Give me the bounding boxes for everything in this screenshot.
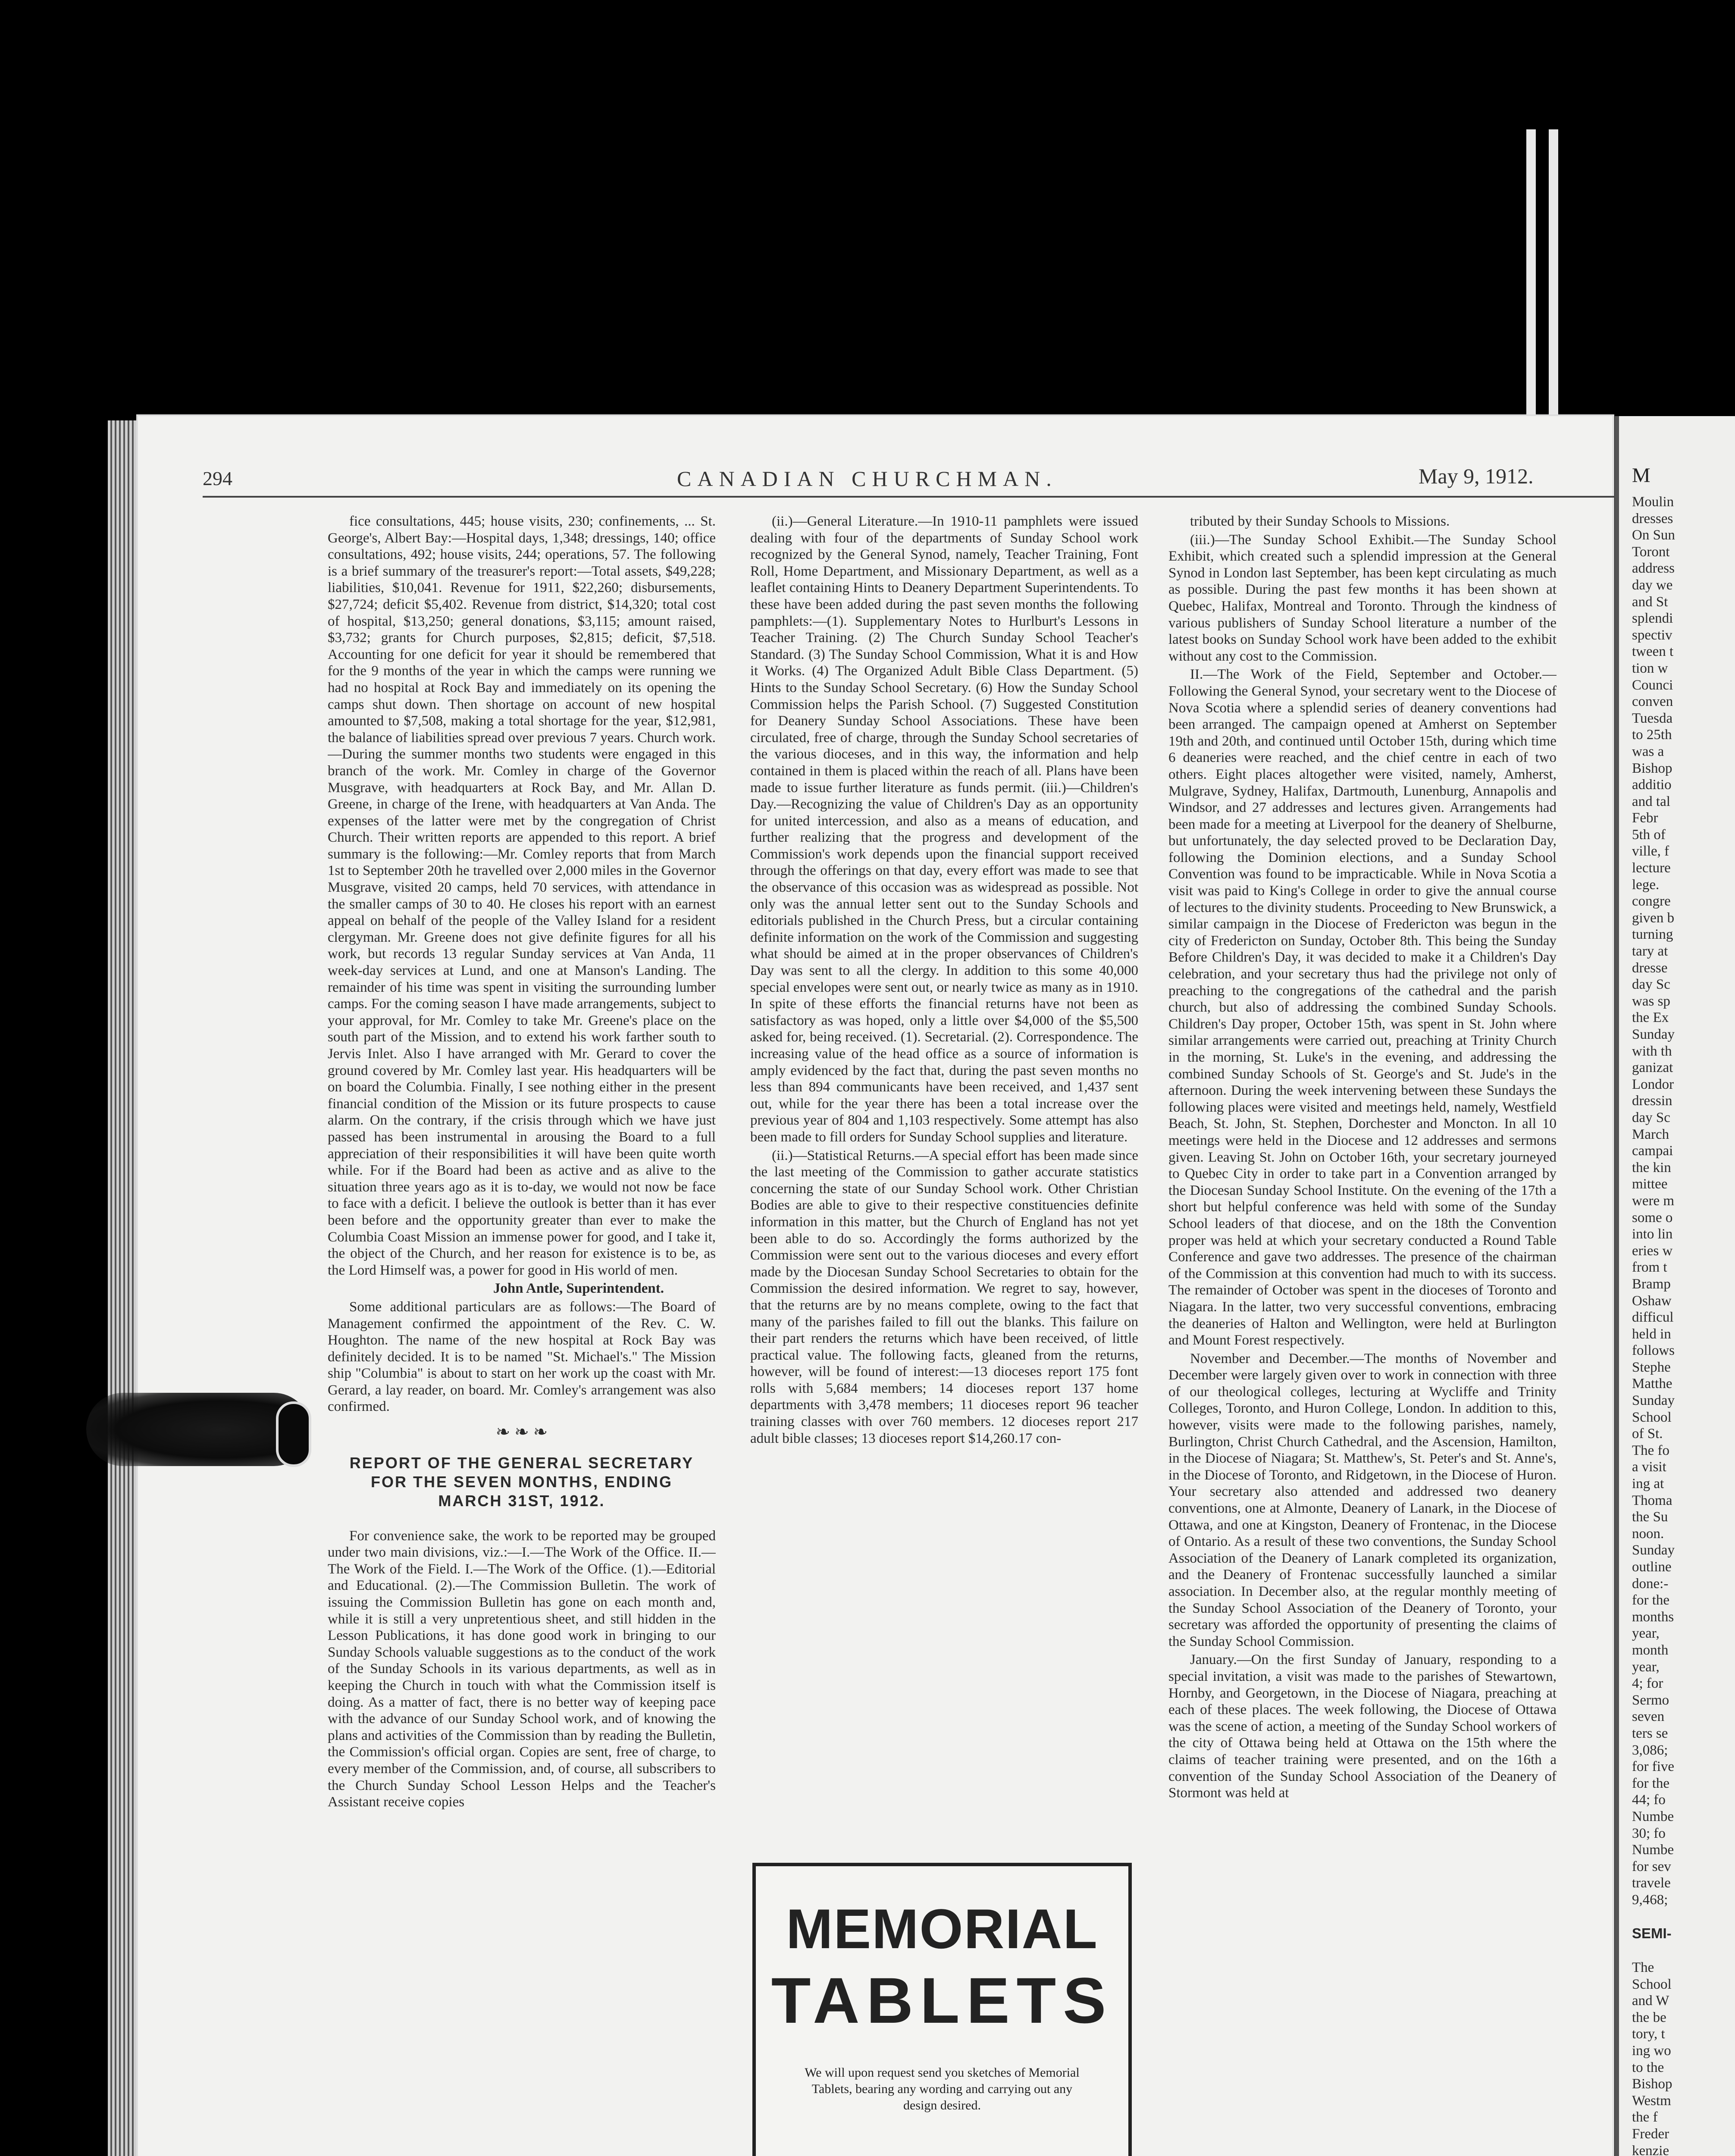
facing-page-line: Tuesda [1632,710,1673,726]
facing-page-line: a visit [1632,1459,1666,1475]
facing-page-line: Numbe [1632,1808,1674,1824]
facing-page-line: The [1632,1960,1654,1976]
facing-page-line: the kin [1632,1159,1671,1175]
facing-page-line: Sermo [1632,1692,1669,1708]
header-rule [203,496,1617,498]
facing-page-line: and tal [1632,793,1670,809]
facing-page-line: Sunday [1632,1393,1675,1409]
column-text-block [750,513,1138,1815]
facing-page-line: for five [1632,1759,1675,1775]
body-paragraph: November and December.—The months of November and December were largely given over to work in connection with three of our theological colleges, lecturing at Wycliffe and Trinity Colleges, Toronto, and Huron College, London. In addition to this, however, visits were made to the following parishes, namely, Burlington, Christ Church Cathedral, and the Ascension, Hamilton, in the Diocese of Niagara; St. Matthew's, St. Peter's and St. Anne's, in the Diocese of Toronto, and Ridgetown, in the Diocese of Huron. Your secretary also attended and addressed two deanery conventions, one at Almonte, Deanery of Lanark, in the Diocese of Ottawa, and one at Kingston, Deanery of Frontenac, in the Diocese of Ontario. As a result of these two conventions, the Sunday School Association of the Deanery of Lanark completed its organization, and the Deanery of Frontenac successfully launched a similar association. In December also, at the regular monthly meeting of the Sunday School Association of the Deanery of Toronto, your secretary was afforded the opportunity of presenting the claims of the Sunday School Commission. [1168,1351,1556,1649]
facing-page-line: and W [1632,1993,1669,2009]
facing-page-line: dresse [1632,960,1668,976]
facing-page-line: outline [1632,1559,1672,1575]
ad-title-line2: TABLETS [771,1964,1113,2037]
facing-page-line: months [1632,1609,1674,1625]
facing-page-line: ville, f [1632,843,1669,859]
facing-page-line: ters se [1632,1725,1668,1741]
facing-page-line: seven [1632,1709,1665,1725]
facing-page-line: Counci [1632,677,1673,693]
facing-page-line: On Sun [1632,527,1675,543]
facing-page-line: day Sc [1632,1109,1670,1125]
article-column-3 [1168,513,1556,2156]
facing-page-line: congre [1632,893,1671,909]
facing-page-line: difficul [1632,1310,1674,1326]
body-paragraph: (ii.)—General Literature.—In 1910-11 pamphlets were issued dealing with four of the departments of Sunday School work recognized by the General Synod, namely, Teacher Training, Font Roll, Home Department, and Missionary Department, as well as a leaflet containing Hints to Deanery Department Superintendents. To these have been added during the past seven months the following pamphlets:—(1). Supplementary Notes to Hurlburt's Lessons in Teacher Training. (2) The Church Sunday School Teacher's Standard. (3) The Sunday School Commission, What it is and How it Works. (4) The Organized Adult Bible Class Department. (5) Hints to the Sunday School Secretary. (6) How the Sunday School Commission helps the Parish School. (7) Suggested Constitution for Deanery Sunday School Associations. These have been circulated, free of charge, through the Sunday School secretaries of the various dioceses, and in this way, the information and help contained in them is placed within the reach of all. Plans have been made to issue further literature as funds permit. (iii.)—Children's Day.—Recognizing the value of Children's Day as an opportunity for united intercession, and also as a means of education, and further realizing that the progress and development of the Commission's work depends upon the financial support received through the offerings on that day, every effort was made to see that the observance of this occasion was as widespread as possible. Not only was the annual letter sent out to the Sunday Schools and editorials published in the Church Press, but a circular containing definite information on the work of the Commission and suggesting what should be aimed at in the proper observances of Children's Day was sent to all the clergy. In addition to this some 40,000 special envelopes were sent out, or nearly twice as many as in 1910. In spite of these efforts the financial returns have not been as satisfactory as was hoped, only a little over $4,000 of the $5,500 asked for, being received. (1). Secretarial. (2). Correspondence. The increasing value of the head office as a source of information is amply evidenced by the fact that, during the past seven months no less than 894 communicants have been received, and 1,437 sent out, while for the year there has been a total increase over the previous year of 804 and 1,103 respectively. Some attempt has also been made to fill orders for Sunday School supplies and literature. [750,514,1138,1145]
facing-page-lines [1632,1959,1735,2156]
facing-page-line: Freder [1632,2126,1669,2142]
facing-page-line: splendi [1632,611,1673,627]
facing-page-line: day Sc [1632,977,1670,993]
facing-page-line: for sev [1632,1858,1671,1874]
facing-page-line: spectiv [1632,627,1672,643]
facing-page-line: 5th of [1632,827,1666,843]
facing-page-line: Matthe [1632,1376,1672,1392]
facing-page-line: were m [1632,1193,1675,1209]
facing-page-line: campai [1632,1143,1673,1159]
report-heading: REPORT OF THE GENERAL SECRETARY FOR THE SEVEN MONTHS, ENDING MARCH 31ST, 1912. [349,1454,694,1510]
facing-page-line: the f [1632,2109,1658,2125]
facing-page-line: Londor [1632,1076,1674,1092]
facing-page-line: day we [1632,577,1673,593]
facing-page-line: with th [1632,1043,1672,1059]
publication-title: CANADIAN CHURCHMAN. [677,467,1058,491]
facing-page-line: month [1632,1642,1669,1658]
facing-page-line: of St. [1632,1426,1663,1442]
memorial-tablets-advertisement [752,1863,1132,2156]
facing-page-line: Oshaw [1632,1293,1672,1309]
facing-page-line: was sp [1632,993,1670,1009]
facing-page-line: travele [1632,1875,1671,1891]
facing-page-line: ganizat [1632,1060,1673,1076]
facing-page-line: from t [1632,1260,1667,1275]
facing-page-line: Febr [1632,810,1658,826]
page-number: 294 [203,467,232,489]
article-column-1 [328,513,716,2156]
facing-page-line: and St [1632,594,1668,610]
stacked-page-edges [108,420,142,2156]
facing-page-line: Toront [1632,544,1670,560]
facing-page-fragment [1615,416,1735,2156]
facing-page-line: ing at [1632,1476,1664,1492]
facing-page-line: School [1632,1409,1672,1425]
facing-page-line: the Su [1632,1509,1668,1525]
facing-page-line: tary at [1632,943,1668,959]
body-paragraph: tributed by their Sunday Schools to Missions. [1190,514,1450,529]
facing-page-line: 9,468; [1632,1892,1668,1908]
facing-page-line: noon. [1632,1526,1664,1542]
facing-page-line: 44; fo [1632,1792,1666,1808]
facing-page-line: lecture [1632,860,1671,876]
facing-page-line: 30; fo [1632,1825,1666,1841]
facing-page-text [1632,494,1735,2156]
body-paragraph: Some additional particulars are as follows:—The Board of Management confirmed the appointment of the Rev. C. W. Houghton. The name of the new hospital at Rock Bay was definitely decided. It is to be named "St. Michael's." The Mission ship "Columbia" is about to start on her work up the coast with Mr. Gerard, a lay reader, on board. Mr. Comley's arrangement was also confirmed. [328,1299,716,1415]
body-paragraph: January.—On the first Sunday of January, responding to a special invitation, a visit was made to the parishes of Stewartown, Hornby, and Georgetown, in the Diocese of Niagara, preaching at each of these places. The week following, the Diocese of Ottawa was the scene of action, a meeting of the Sunday School workers of the city of Ottawa being held at Ottawa on the 15th where the claims of teacher training were presented, and on the 16th a convention of the Sunday School Association of the Deanery of Stormont was held at [1168,1652,1556,1801]
facing-page-line: 3,086; [1632,1742,1668,1758]
ad-body-text: We will upon request send you sketches of Memorial Tablets, bearing any wording and carrying out any design desired. [805,2065,1080,2112]
facing-page-line: Sunday [1632,1027,1675,1042]
facing-page-line: Bramp [1632,1276,1671,1292]
facing-page-subheading: SEMI- [1632,1925,1672,1942]
facing-page-line: dressin [1632,1093,1672,1109]
facing-page-line: tion w [1632,660,1668,676]
facing-page-line: Westm [1632,2093,1671,2109]
facing-page-line: to 25th [1632,727,1672,743]
facing-page-line: eries w [1632,1243,1673,1259]
facing-page-line: March [1632,1126,1669,1142]
facing-page-line: Thoma [1632,1492,1672,1508]
facing-page-line: 4; for [1632,1676,1663,1692]
facing-page-line: mittee [1632,1176,1668,1192]
facing-page-line: the be [1632,2009,1666,2025]
facing-page-header: M [1632,464,1650,487]
body-paragraph: II.—The Work of the Field, September and October.—Following the General Synod, your secretary went to the Diocese of Nova Scotia where a splendid series of deanery conventions had been arranged. The campaign opened at Amherst on September 19th and 20th, and continued until October 15th, during which time 6 deaneries were reached, and the chief centre in each of two others. Eight places altogether were visited, namely, Amherst, Mulgrave, Sydney, Halifax, Dartmouth, Lunenburg, Annapolis and Windsor, and 27 addresses and lectures given. Arrangements had been made for a meeting at Liverpool for the deanery of Shelburne, but unfortunately, the day selected proved to be Declaration Day, following the Dominion elections, and a Sunday School Convention was found to be impracticable. While in Nova Scotia a visit was paid to King's College in order to give the annual course of lectures to the divinity students. Proceeding to New Brunswick, a similar campaign in the Diocese of Fredericton was begun in the city of Fredericton on Sunday, October 8th. This being the Sunday Before Children's Day, it was decided to make it a Children's Day celebration, and your secretary thus had the privilege not only of preaching to the congregations of the cathedral and the parish church, but also of addressing the combined Sunday Schools. Children's Day proper, October 15th, was spent in St. John where similar arrangements were carried out, preaching at Trinity Church in the morning, St. Luke's in the evening, and addressing the combined Sunday Schools of St. George's and St. Jude's in the afternoon. During the week intervening between these Sundays the following places were visited and meetings held, namely, Westfield Beach, St. John, St. Stephen, Dorchester and Moncton. In all 10 meetings were held in the Diocese and 12 addresses and sermons given. Leaving St. John on October 16th, your secretary journeyed to Quebec City in order to take part in a Convention arranged by the Diocesan Sunday School Institute. On the evening of the 17th a short but helpful conference was held with some of the Sunday School leaders of that diocese, and on the 18th the Convention proper was held at which your secretary conducted a Round Table Conference and gave two addresses. The presence of the chairman of the Commission at this convention had much to with its success. The remainder of October was spent in the dioceses of Toronto and Niagara. In the latter, two very successful conventions, embracing the deaneries of Halton and Wellington, were held at Burlington and Mount Forest respectively. [1168,667,1556,1348]
facing-page-line: Stephe [1632,1359,1671,1375]
film-edge-bar [1526,129,1536,440]
facing-page-line: tween t [1632,644,1674,660]
facing-page-line: to the [1632,2059,1664,2075]
facing-page-line: into lin [1632,1226,1673,1242]
facing-page-line: Numbe [1632,1842,1674,1858]
issue-date: May 9, 1912. [1419,464,1534,488]
facing-page-line: year, [1632,1626,1660,1642]
facing-page-line: conven [1632,694,1673,710]
film-edge-bar [1549,129,1558,440]
facing-page-line: tory, t [1632,2026,1665,2042]
facing-page-line: address [1632,561,1675,577]
facing-page-line: ing wo [1632,2043,1671,2059]
body-paragraph: (ii.)—Statistical Returns.—A special effort has been made since the last meeting of the Commission to gather accurate statistics concerning the state of our Sunday School work. Other Christian Bodies are able to give to their respective constituencies definite information in this matter, but the Church of England has not yet been able to do so. Accordingly the forms authorized by the Commission were sent out to the various dioceses and every effort made by the Diocesan Sunday School Secretaries to obtain for the Commission the desired information. We regret to say, however, that the returns are by no means complete, owing to the fact that many of the parishes failed to fill out the blanks. This failure on their part renders the returns which have been received, of little practical value. The following facts, gleaned from the returns, however, will be found of interest:—13 dioceses report 175 font rolls with 5,684 members; 14 dioceses report 137 home departments with 3,478 members; 11 dioceses report 96 teacher training classes with over 760 members. 12 dioceses report 217 adult bible classes; 13 dioceses report $14,260.17 con- [750,1147,1138,1446]
facing-page-line: kenzie [1632,2143,1669,2156]
facing-page-line: given b [1632,910,1675,926]
facing-page-line: School [1632,1976,1672,1992]
signature: John Antle, Superintendent. [493,1281,664,1297]
facing-page-line: dresses [1632,511,1673,526]
facing-page-line: Sunday [1632,1542,1675,1558]
body-paragraph: For convenience sake, the work to be reported may be grouped under two main divisions, viz.:—I.—The Work of the Office. II.—The Work of the Field. I.—The Work of the Office. (1).—Editorial and Educational. (2).—The Commission Bulletin. The work of issuing the Commission Bulletin has gone on each month and, while it is still a very unpretentious sheet, and still hidden in the Lesson Publications, it has done good work in bringing to our Sunday Schools valuable suggestions as to the conduct of the work of the Sunday Schools in its various departments, as well as in keeping the Church in touch with what the Commission itself is doing. As a matter of fact, there is no better way of keeping pace with the advance of our Sunday School work, and of knowing the plans and activities of the Commission than by reading the Bulletin, the Commission's official organ. Copies are sent, free of charge, to every member of the Commission, and, of course, all subscribers to the Church Sunday School Lesson Helps and the Teacher's Assistant receive copies [328,1528,716,1810]
facing-page-line: for the [1632,1592,1670,1608]
scanner-thumb-ring [276,1401,311,1467]
facing-page-line: follows [1632,1343,1675,1359]
facing-page-line: done:- [1632,1576,1669,1592]
facing-page-line: additio [1632,777,1672,793]
facing-page-lines [1632,494,1735,1908]
facing-page-line: held in [1632,1326,1671,1342]
facing-page-line: some o [1632,1210,1673,1225]
body-paragraph: fice consultations, 445; house visits, 230; confinements, ... St. George's, Albert Bay:—Hospital days, 1,348; dressings, 140; office consultations, 492; house visits, 244; operations, 57. The following is a brief summary of the treasurer's report:—Total assets, $49,228; liabilities, $10,041. Revenue for 1911, $22,260; disbursements, $27,724; deficit $5,402. Revenue from district, $14,320; total cost of hospital, $13,250; general donations, $3,115; amount raised, $3,732; grants for Church purposes, $2,815; deficit, $7,518. Accounting for one deficit for year it should be remembered that for the 9 months of the year in which the camps were running we had no hospital at Rock Bay and immediately on its opening the camps shut down. Then shortage on account of new hospital amounted to $7,508, making a total shortage for the year, $12,981, the balance of liabilities spread over previous 7 years. Church work.—During the summer months two students were engaged in this branch of the work. Mr. Comley in charge of the Governor Musgrave, with headquarters at Rock Bay, and Mr. Allan D. Greene, in charge of the Irene, with headquarters at Van Anda. The expenses of the latter were met by the congregation of Christ Church. Their written reports are appended to this report. A brief summary is the following:—Mr. Comley reports that from March 1st to September 20th he travelled over 2,000 miles in the Governor Musgrave, visited 20 camps, held 70 services, with attendance in the smaller camps of 30 to 40. He closes his report with an earnest appeal on behalf of the people of the Valley Island for a resident clergyman. Mr. Greene does not give definite figures for all his work, but records 13 regular Sunday services at Van Anda, 11 week-day services at Lund, and one at Manson's Landing. The remainder of his time was spent in visiting the surrounding lumber camps. For the coming season I have made arrangements, subject to your approval, for Mr. Comley to take Mr. Greene's place on the south part of the Mission, and to extend his work farther south to Jervis Inlet. Also I have arranged with Mr. Gerard to cover the ground covered by Mr. Comley last year. His headquarters will be on board the Columbia. Finally, I see nothing either in the present financial condition of the Mission or its future prospects to cause alarm. On the contrary, if the crisis through which we have just passed has been instrumental in arousing the Board to a full appreciation of their responsibilities it will have been quite worth while. For if the Board had been as active and as alive to the situation three years ago as it is to-day, we would not now be face to face with a deficit. I believe the outlook is better than it has ever been before and the opportunity greater than ever to make the Columbia Coast Mission an immense power for good, and I take it, the object of the Church, and her reason for existence is to be, as the Lord Himself was, a power for good in His world of men. [328,514,716,1278]
ad-title-line1: MEMORIAL [786,1897,1098,1960]
facing-page-line: year, [1632,1659,1660,1675]
facing-page-line: Bishop [1632,2076,1672,2092]
facing-page-line: The fo [1632,1442,1670,1458]
facing-page-line: lege. [1632,877,1660,893]
page-header [203,464,1539,494]
facing-page-line: Bishop [1632,760,1672,776]
facing-page-line: for the [1632,1775,1670,1791]
facing-page-line: the Ex [1632,1010,1669,1026]
section-ornament: ❧ ❧ ❧ [495,1422,548,1442]
facing-page-line: was a [1632,743,1664,759]
facing-page-line: Moulin [1632,494,1674,510]
body-paragraph: (iii.)—The Sunday School Exhibit.—The Sunday School Exhibit, which created such a splendid impression at the General Synod in London last September, has been kept circulating as much as possible. During the past few months it has been shown at Quebec, Halifax, Montreal and Toronto. Through the kindness of various publishers of Sunday School literature a number of the latest books on Sunday School work have been added to the exhibit without any cost to the Commission. [1168,532,1556,664]
facing-page-line: turning [1632,927,1673,943]
